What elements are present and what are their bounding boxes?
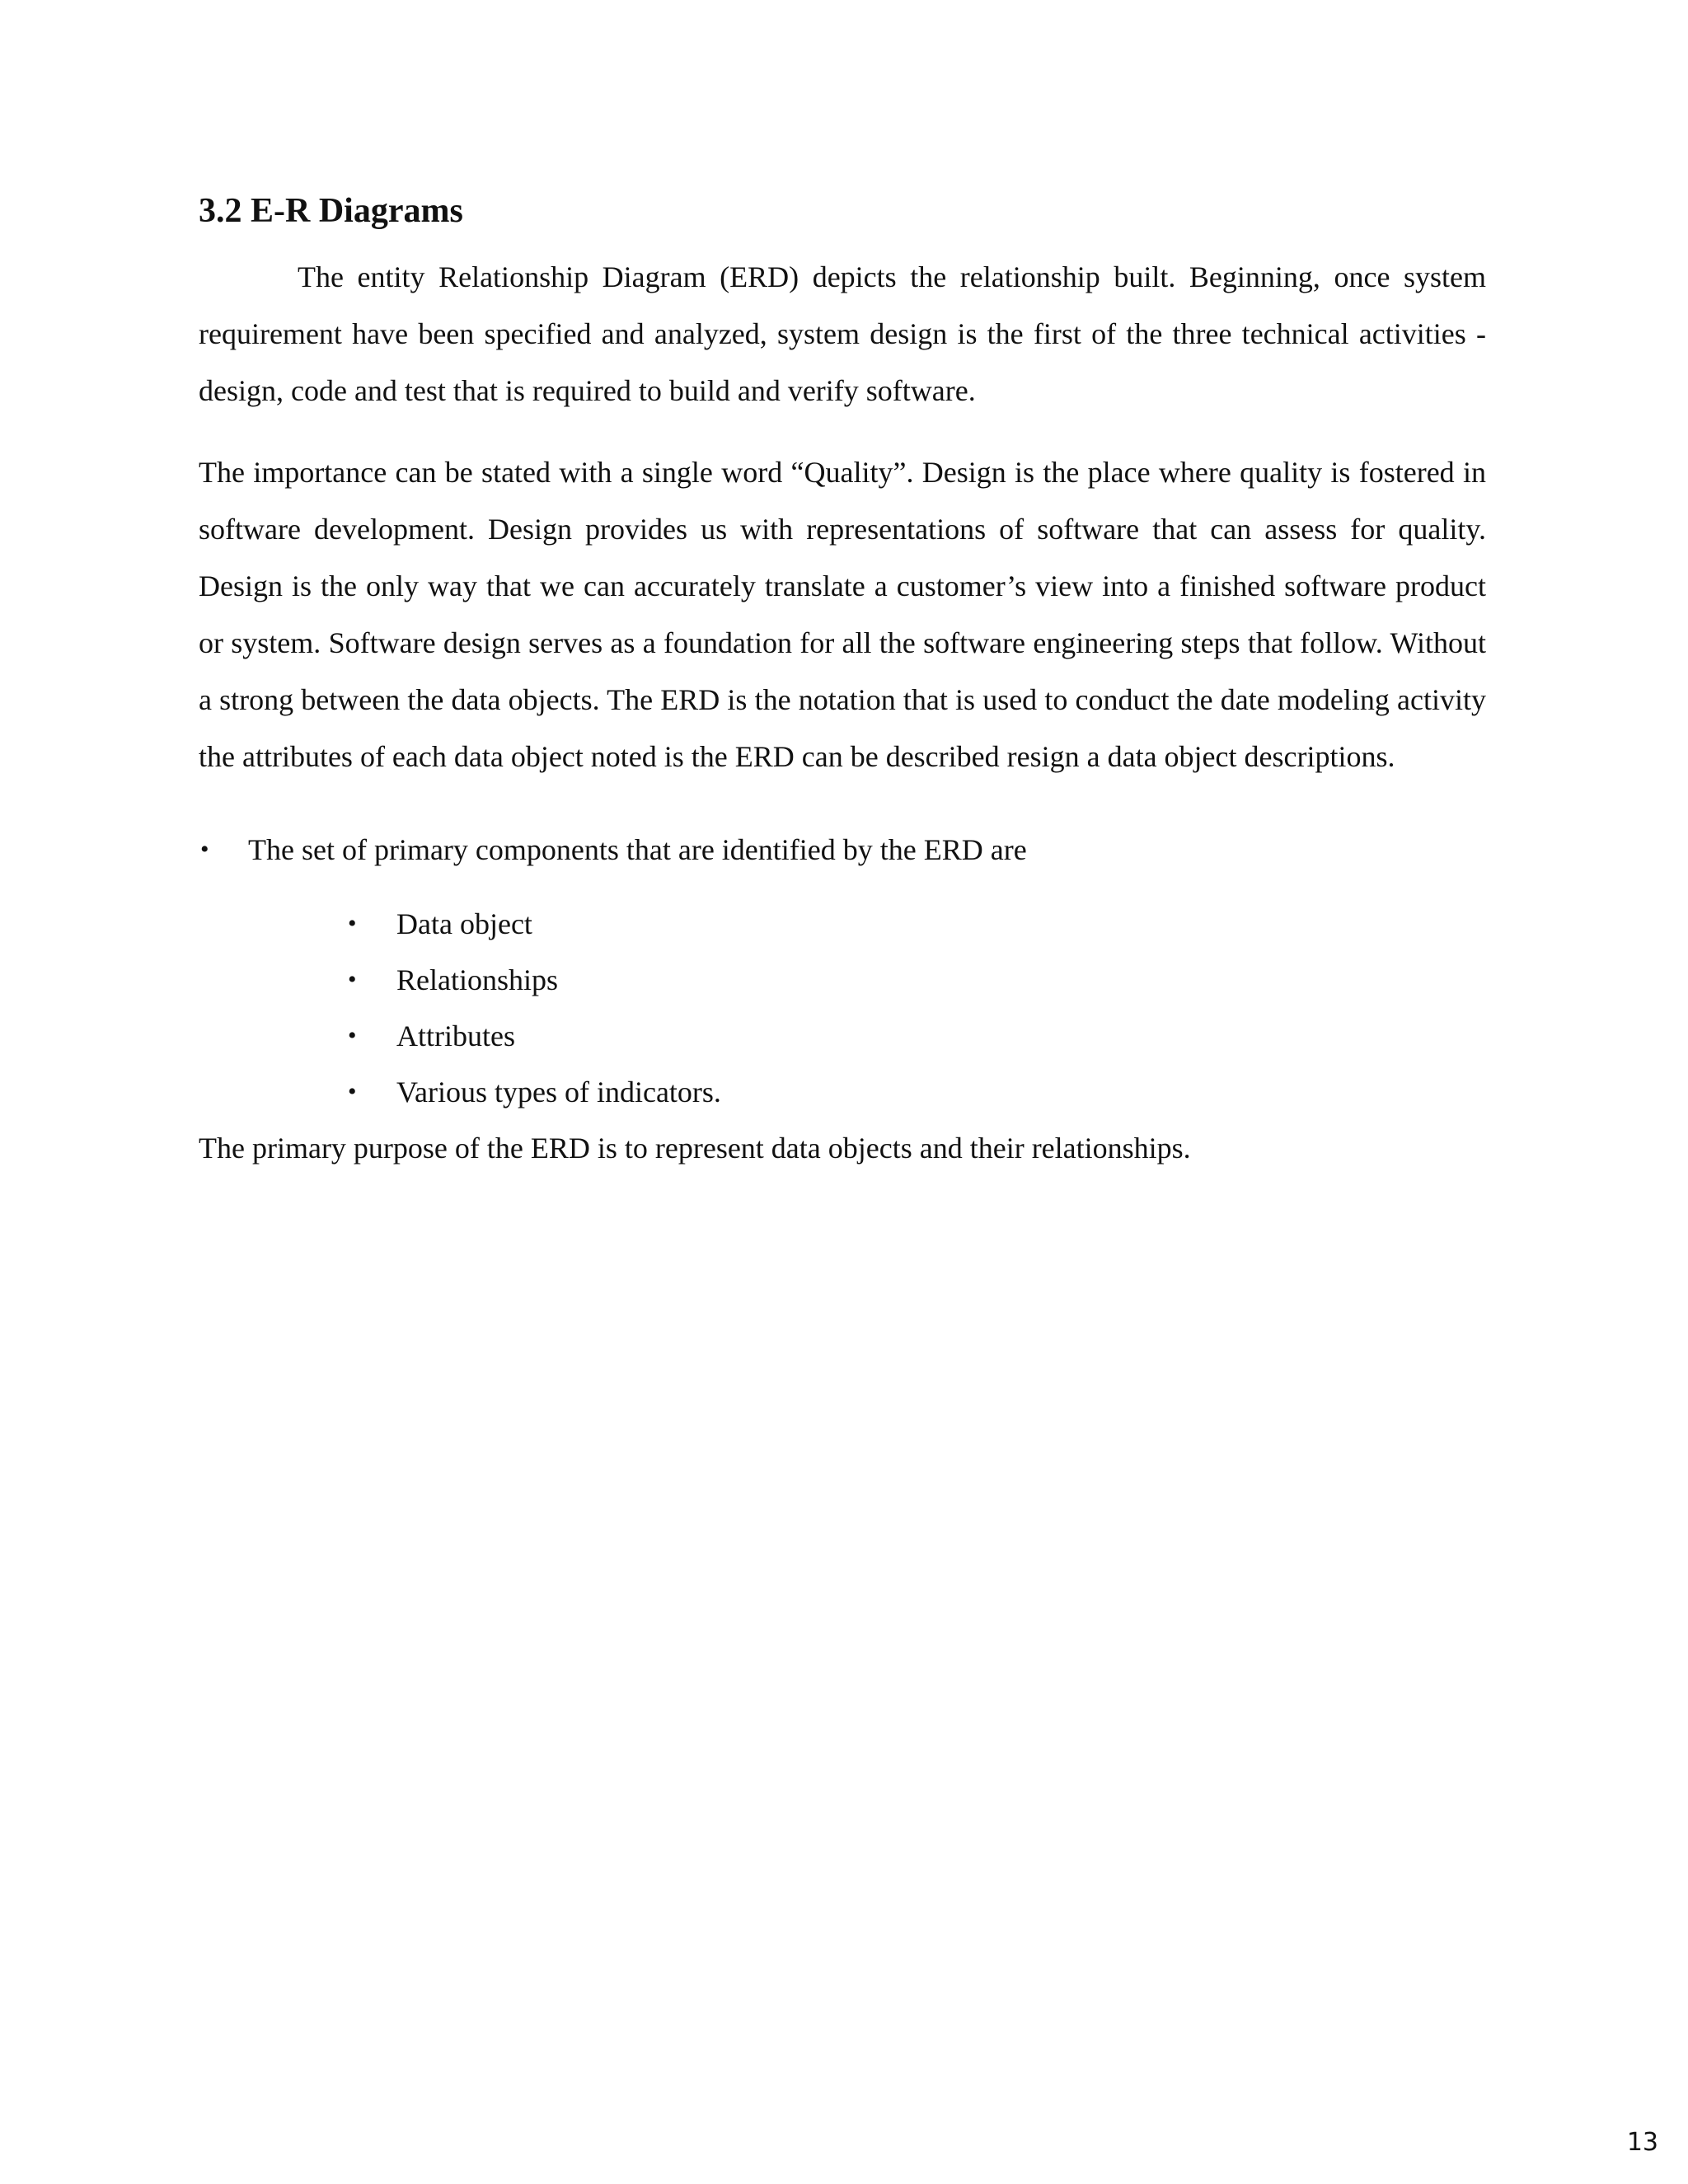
list-item xyxy=(199,822,1486,878)
page-content xyxy=(199,188,1486,1176)
component-sublist xyxy=(199,896,1486,1120)
list-item xyxy=(199,896,1486,952)
component-indicators: Various types of indicators. xyxy=(396,1076,721,1108)
bullet-icon: • xyxy=(348,910,357,937)
components-list xyxy=(199,822,1486,878)
component-relationships: Relationships xyxy=(396,963,558,996)
bullet-icon: • xyxy=(348,1078,357,1105)
paragraph-importance: The importance can be stated with a single word “Quality”. Design is the place where quality is fostered in software development. Design provides us with representations of software that can assess for quality. Design is the only way that we can accurately translate a customer’s view into a finished software product or system. Software design serves as a foundation for all the software engineering steps that follow. Without a strong between the data objects. The ERD is the notation that is used to conduct the date modeling activity the attributes of each data object noted is the ERD can be described resign a data object descriptions. xyxy=(199,456,1486,773)
list-item xyxy=(199,1064,1486,1120)
list-item xyxy=(199,952,1486,1008)
section-heading: 3.2 E-R Diagrams xyxy=(199,192,463,230)
page-number: 13 xyxy=(1626,2128,1658,2157)
bullet-icon: • xyxy=(348,966,357,993)
list-item xyxy=(199,1008,1486,1064)
bullet-icon: • xyxy=(348,1022,357,1049)
paragraph-intro: The entity Relationship Diagram (ERD) depicts the relationship built. Beginning, once system requirement have been specified and analyzed, system design is the first of the three technical activities -design, code and test that is required to build and verify software. xyxy=(199,260,1486,407)
closing-sentence: The primary purpose of the ERD is to represent data objects and their relationships. xyxy=(199,1132,1191,1165)
bullet-icon: • xyxy=(200,836,209,863)
bullet-intro-text: The set of primary components that are identified by the ERD are xyxy=(248,833,1027,866)
component-data-object: Data object xyxy=(396,907,532,940)
component-attributes: Attributes xyxy=(396,1019,515,1052)
